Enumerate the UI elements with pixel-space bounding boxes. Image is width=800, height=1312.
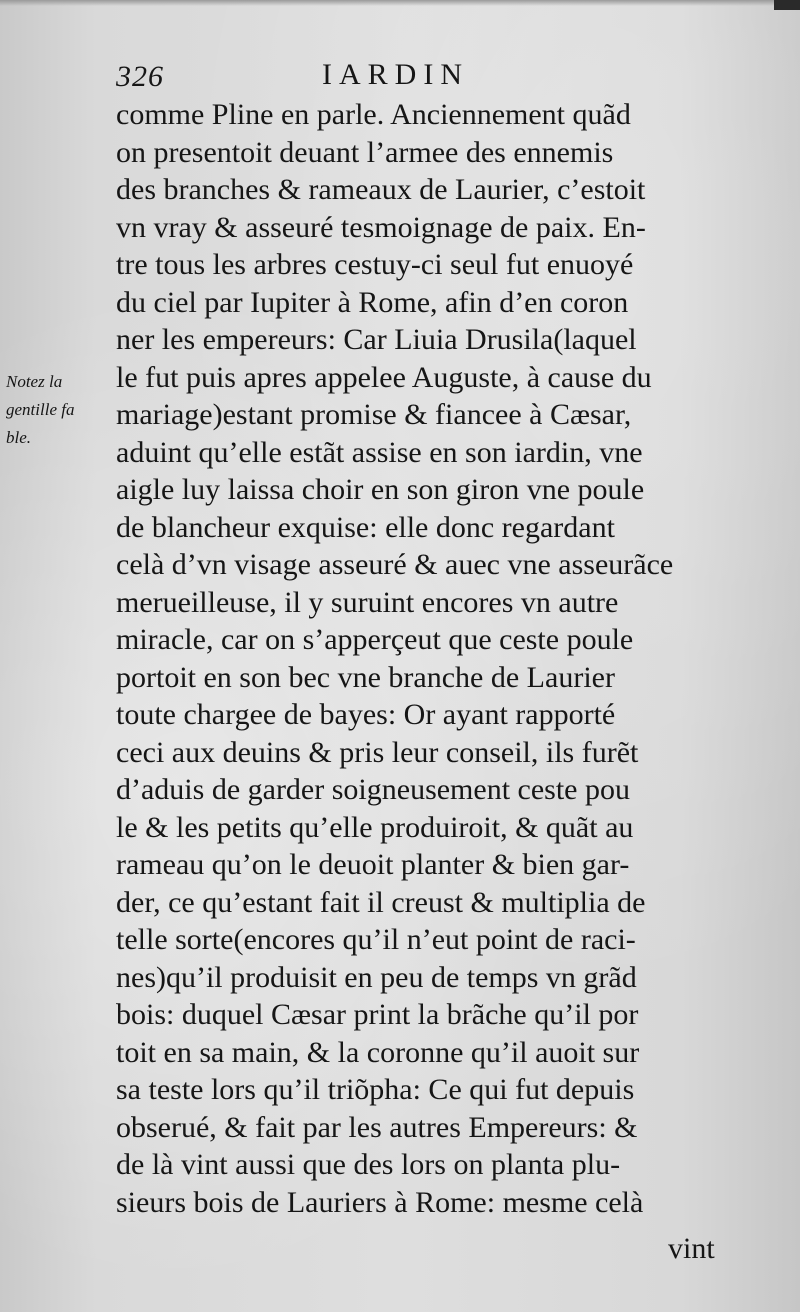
text-line: des branches & rameaux de Laurier, c’estoit — [116, 173, 646, 206]
text-line: sieurs bois de Lauriers à Rome: mesme celà — [116, 1185, 644, 1219]
text-line: celà d’vn visage asseuré & auec vne asseurãce — [116, 548, 674, 581]
text-line: mariage)estant promise & fiancee à Cæsar, — [116, 398, 632, 431]
text-line: der, ce qu’estant fait il creust & multiplia de — [116, 885, 646, 919]
text-line: de là vint aussi que des lors on planta plu- — [116, 1148, 621, 1181]
body-text — [116, 96, 746, 1221]
marginal-note-line: gentille fa — [6, 400, 75, 419]
text-line: merueilleuse, il y suruint encores vn autre — [116, 585, 619, 619]
text-line: de blancheur exquise: elle donc regardant — [116, 510, 615, 544]
catchword: vint — [668, 1232, 715, 1265]
text-line: rameau qu’on le deuoit planter & bien gar- — [116, 848, 630, 881]
page-top-edge — [0, 0, 800, 6]
text-line: d’aduis de garder soigneusement ceste pou — [116, 773, 630, 806]
text-line: miracle, car on s’apperçeut que ceste poule — [116, 623, 634, 656]
text-line: comme Pline en parle. Anciennement quãd — [116, 98, 631, 131]
text-line: toit en sa main, & la coronne qu’il auoit sur — [116, 1035, 640, 1069]
text-line: obserué, & fait par les autres Empereurs: & — [116, 1110, 638, 1144]
marginal-note — [6, 368, 112, 452]
text-line: vn vray & asseuré tesmoignage de paix. En- — [116, 210, 646, 244]
text-line: sa teste lors qu’il triõpha: Ce qui fut depuis — [116, 1073, 635, 1106]
text-line: on presentoit deuant l’armee des ennemis — [116, 135, 614, 169]
text-line: le fut puis apres appelee Auguste, à cause du — [116, 360, 652, 394]
page-number: 326 — [116, 60, 164, 93]
text-line: tre tous les arbres cestuy-ci seul fut enuoyé — [116, 248, 634, 281]
text-line: ner les empereurs: Car Liuia Drusila(laquel — [116, 323, 637, 356]
text-line: ceci aux deuins & pris leur conseil, ils furẽt — [116, 735, 639, 769]
marginal-note-line: ble. — [6, 428, 32, 447]
text-line: le & les petits qu’elle produiroit, & quãt au — [116, 810, 634, 844]
text-line: telle sorte(encores qu’il n’eut point de raci- — [116, 923, 636, 956]
text-line: aduint qu’elle estãt assise en son iardin, vne — [116, 435, 643, 469]
text-line: du ciel par Iupiter à Rome, afin d’en coron — [116, 285, 629, 319]
scan-corner-mark — [774, 0, 800, 10]
text-line: portoit en son bec vne branche de Laurier — [116, 660, 615, 694]
text-line: aigle luy laissa choir en son giron vne poule — [116, 473, 645, 506]
running-head — [0, 56, 800, 100]
text-line: bois: duquel Cæsar print la brãche qu’il por — [116, 998, 639, 1031]
text-line: toute chargee de bayes: Or ayant rapporté — [116, 698, 616, 731]
marginal-note-line: Notez la — [6, 372, 63, 391]
text-line: nes)qu’il produisit en peu de temps vn grãd — [116, 960, 637, 994]
running-title: IARDIN — [322, 58, 469, 91]
